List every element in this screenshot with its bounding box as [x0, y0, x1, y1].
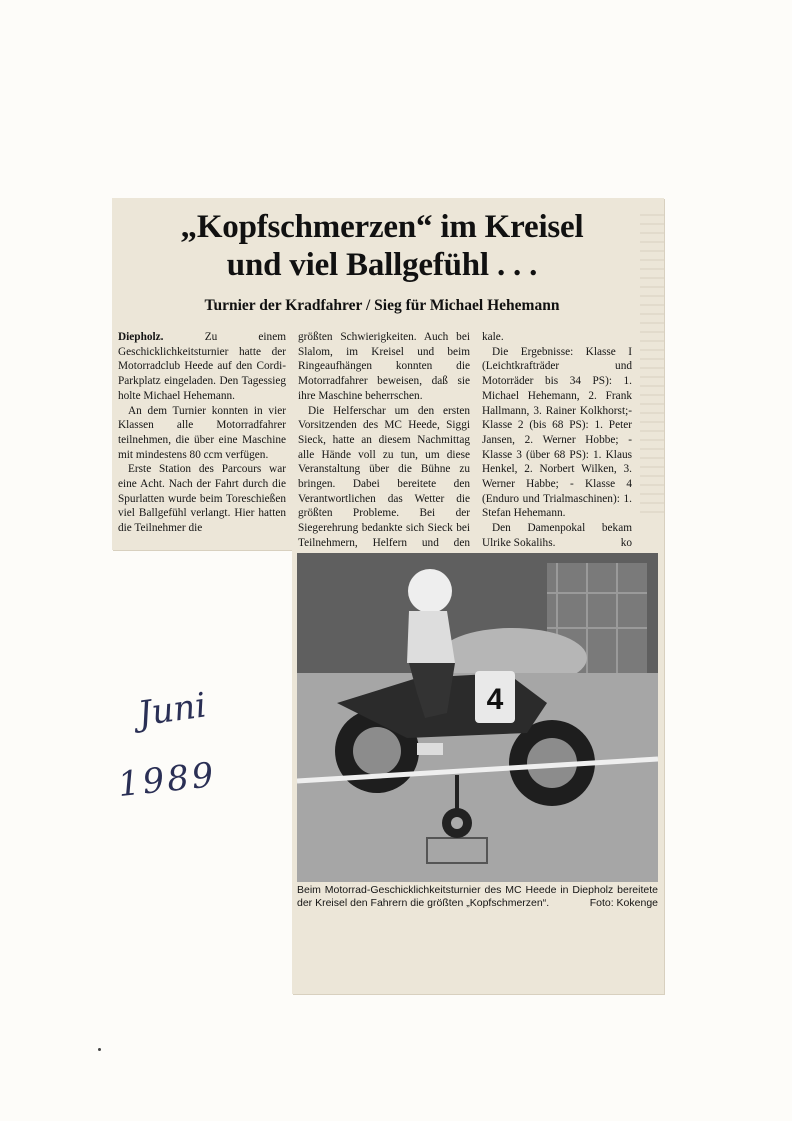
- headline-line-1: „Kopfschmerzen“ im Kreisel: [180, 209, 584, 245]
- subheadline: Turnier der Kradfahrer / Sieg für Michael Hehemann: [204, 297, 560, 314]
- rider-shoe: [417, 743, 443, 755]
- paragraph: [118, 330, 286, 404]
- paragraph: Erste Station des Parcours war eine Acht. Nach der Fahrt durch die Spurlatten wurde beim Toreschießen viel Ballgefühl verlangt. Hier hatten die Teilnehmer die: [118, 463, 286, 535]
- rider-shirt: [407, 611, 455, 663]
- handwritten-year: 1989: [116, 754, 219, 806]
- small-wheel-hub: [451, 817, 463, 829]
- article-column-3: [482, 330, 632, 551]
- helmet: [408, 569, 452, 613]
- motorcycle-photo: [297, 553, 658, 882]
- dateline: Diepholz.: [118, 331, 164, 343]
- number-plate-digit: 4: [486, 683, 504, 716]
- headline: [112, 208, 652, 284]
- article-column-2: [298, 330, 470, 565]
- headline-line-2: und viel Ballgefühl . . .: [226, 247, 538, 283]
- paragraph: Die Helferschar um den ersten Vorsitzenden des MC Heede, Siggi Sieck, hatte an diesem Nachmittag alle Hände voll zu tun, um diese Veranstaltung über die Bühne zu bringen. Dabei bereitete den Verantwortlichen das Wetter die größten Probleme. Bei der Siegerehrung bedankte sich Sieck bei Teilnehmern, Helfern und den: [298, 404, 470, 549]
- paragraph-text: Zu einem Geschicklichkeitsturnier hatte der Motorradclub Heede auf den Cordi-Parkplatz eingeladen. Den Tagessieg holte Michael Hehemann.: [118, 331, 286, 402]
- paragraph: kale.: [482, 331, 504, 343]
- photo-caption: [297, 884, 658, 910]
- paragraph: [482, 521, 632, 550]
- caption-text: Beim Motorrad-Geschicklichkeitsturnier des MC Heede in Diepholz bereitete der Kreisel den Fahrern die größten „Kopfschmerzen“.: [297, 884, 658, 909]
- rear-hub: [353, 727, 401, 775]
- article-column-1: [118, 330, 286, 536]
- photo-credit: Foto: Kokenge: [589, 897, 658, 909]
- paragraph: An dem Turnier konnten in vier Klassen alle Motorradfahrer teilnehmen, die über eine Maschine mit mindestens 80 ccm verfügen.: [118, 404, 286, 461]
- photo-illustration: [297, 553, 658, 882]
- paragraph: größten Schwierigkeiten. Auch bei Slalom, im Kreisel und beim Ringeaufhängen konnten die Motorradfahrer beweisen, daß sie ihre Maschine beherrschen.: [298, 331, 470, 402]
- handwritten-month: Juni: [135, 685, 209, 735]
- paragraph-text: Den Damenpokal bekam Ulrike Sokalihs.: [482, 522, 632, 549]
- paper-speck: [98, 1048, 101, 1051]
- results-paragraph: Die Ergebnisse: Klasse I (Leichtkrafträder und Motorräder bis 34 PS): 1. Michael Hehemann, 2. Frank Hallmann, 3. Rainer Kolkhorst;- Klasse 2 (bis 68 PS): 1. Peter Jansen, 2. Werner Hobbe; - Klasse 3 (über 68 PS): 1. Klaus Henkel, 2. Norbert Wilken, 3. Werner Habbe; - Klasse 4 (Enduro und Trialmaschinen): 1. Stefan Hehemann.: [482, 345, 632, 520]
- author-initials: ko: [620, 536, 632, 549]
